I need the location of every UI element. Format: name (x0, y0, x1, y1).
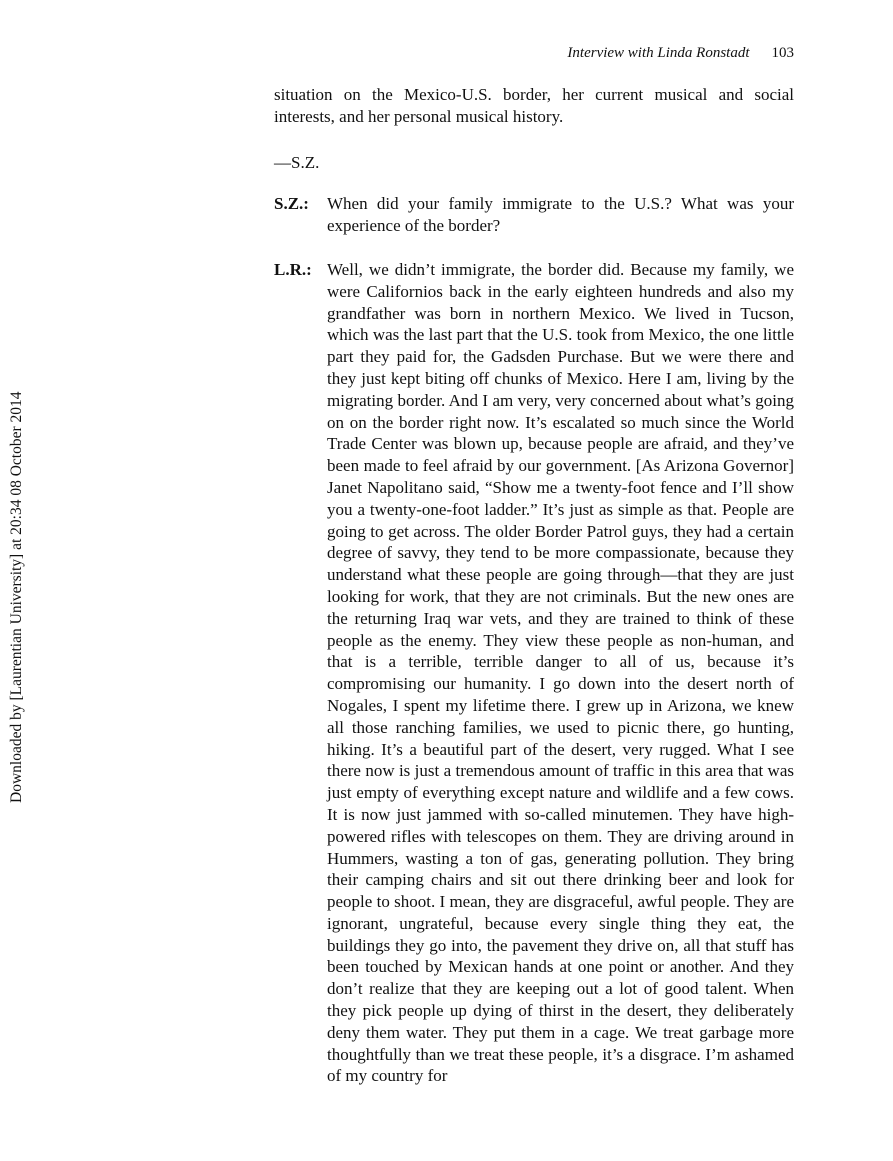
download-watermark: Downloaded by [Laurentian University] at 20:34 08 October 2014 (8, 391, 25, 803)
answer-block (274, 259, 794, 1087)
page-number: 103 (771, 45, 794, 61)
running-header (274, 44, 794, 62)
answer-speaker: L.R.: (274, 259, 312, 279)
answer-text: Well, we didn’t immigrate, the border did. Because my family, we were Californios back in the early eighteen hundreds and also my grandfather was born in northern Mexico. We lived in Tucson, which was the last part that the U.S. took from Mexico, the one little part they paid for, the Gadsden Purchase. But we were there and they just kept biting off chunks of Mexico. Here I am, living by the migrating border. And I am very, very concerned about what’s going on on the border right now. It’s escalated so much since the World Trade Center was blown up, because people are afraid, and they’ve been made to feel afraid by our government. [As Arizona Governor] Janet Napolitano said, “Show me a twenty-foot fence and I’ll show you a twenty-one-foot ladder.” It’s just as simple as that. People are going to get across. The older Border Patrol guys, they had a certain degree of savvy, they tend to be more compassionate, because they understand what these people are going through—that they are just looking for work, that they are not criminals. But the new ones are the returning Iraq war vets, and they are trained to think of these people as the enemy. They view these people as non-human, and that is a terrible, terrible danger to all of us, because it’s compromising our humanity. I go down into the desert north of Nogales, I spent my lifetime there. I grew up in Arizona, we knew all those ranching families, we used to picnic there, go hunting, hiking. It’s a beautiful part of the desert, very rugged. What I see there now is just a tremendous amount of traffic in this area that was just empty of everything except nature and wildlife and a few cows. It is now just jammed with so-called minutemen. They have high-powered rifles with telescopes on them. They are driving around in Hummers, wasting a ton of gas, generating pollution. They bring their camping chairs and sit out there drinking beer and look for people to shoot. I mean, they are disgraceful, awful people. They are ignorant, ungrateful, because every single thing they eat, the buildings they go into, the pavement they drive on, all that stuff has been touched by Mexican hands at one point or another. And they don’t realize that they are keeping out a lot of good talent. When they pick people up dying of thirst in the desert, they deliberately deny them water. They put them in a cage. We treat garbage more thoughtfully than we treat these people, it’s a disgrace. I’m ashamed of my country for (327, 259, 794, 1086)
running-title: Interview with Linda Ronstadt (567, 45, 750, 61)
intro-continuation: situation on the Mexico-U.S. border, her current musical and social interests, and her personal musical history. (274, 85, 794, 126)
question-text: When did your family immigrate to the U.S.? What was your experience of the border? (327, 194, 794, 236)
interviewer-signature: —S.Z. (274, 152, 320, 172)
question-speaker: S.Z.: (274, 194, 309, 214)
question-block (274, 193, 794, 237)
article-body (274, 84, 794, 1087)
